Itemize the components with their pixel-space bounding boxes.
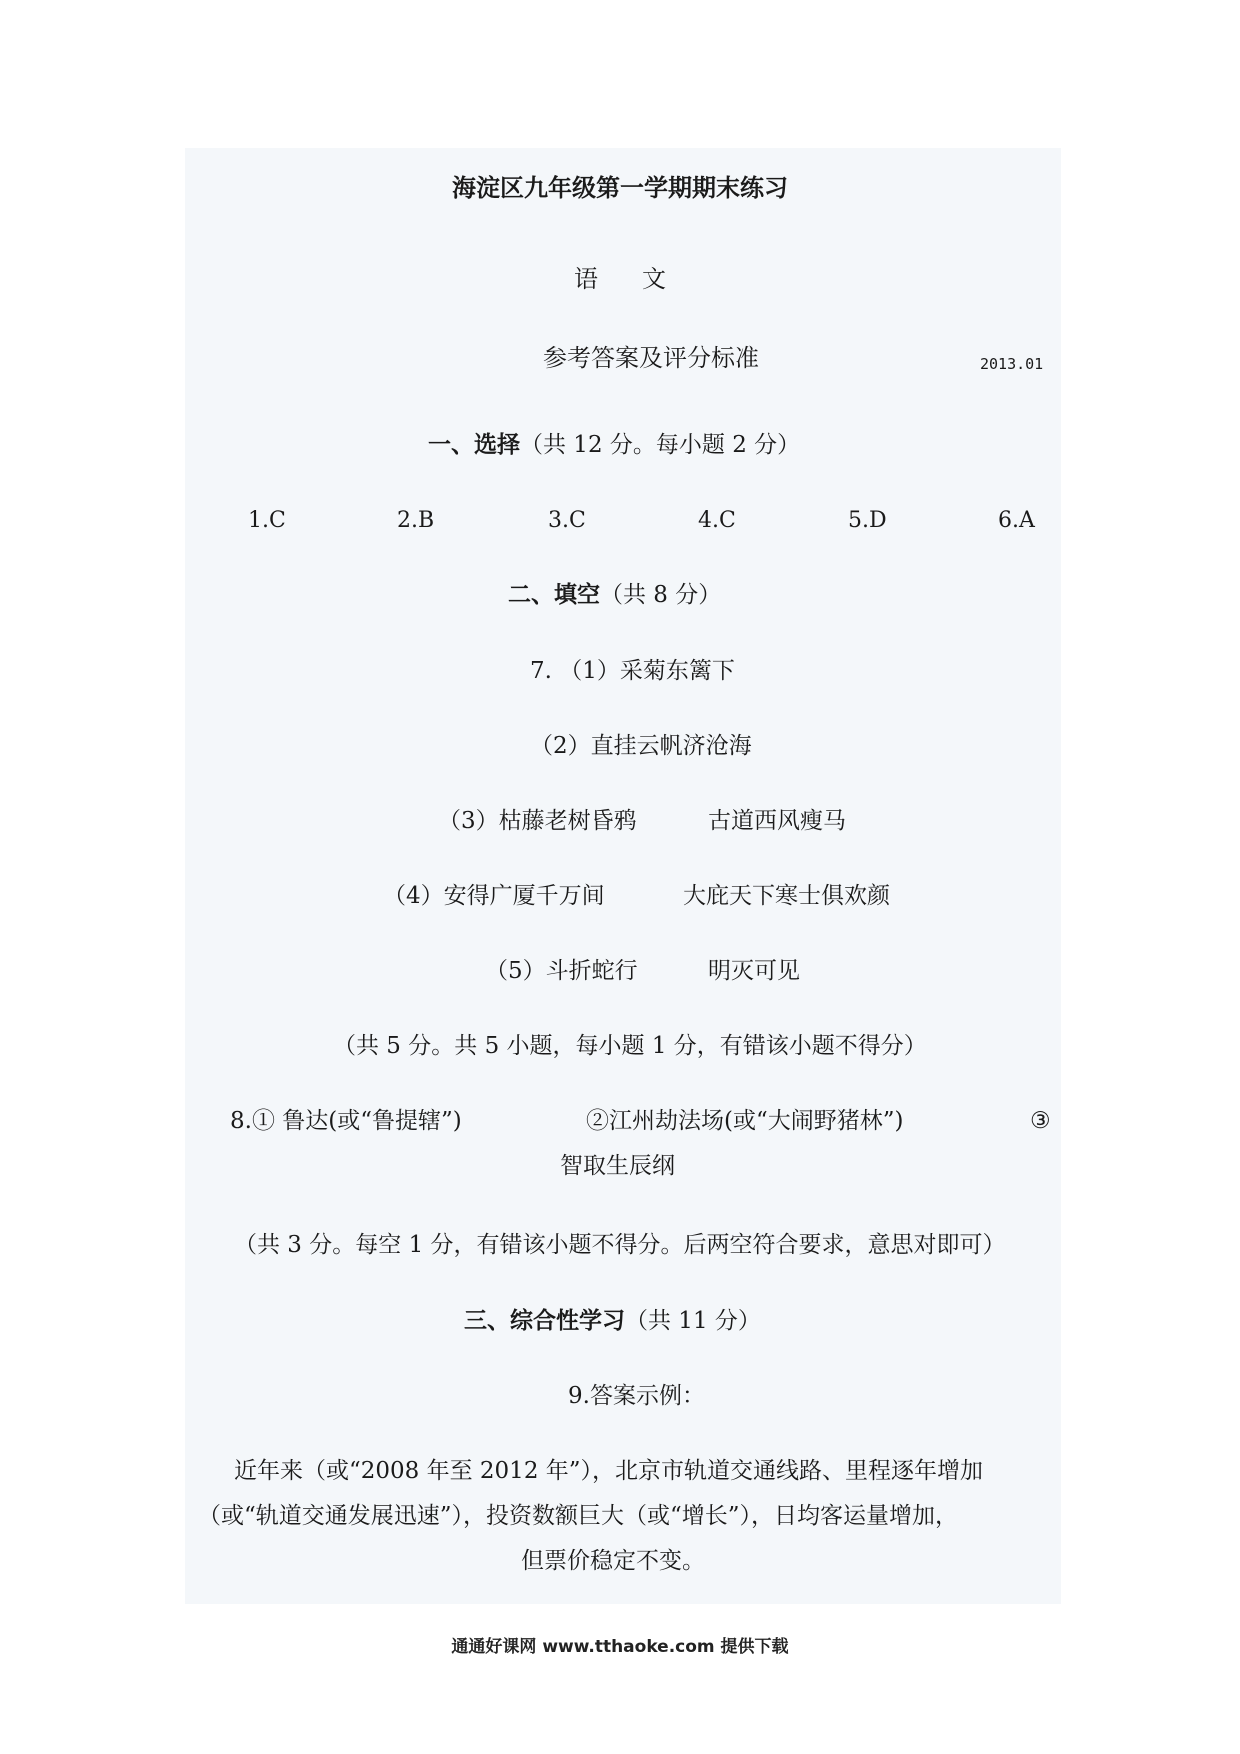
mc-answer-4: 4.C — [698, 508, 736, 533]
mc-answer-5: 5.D — [848, 508, 887, 533]
q7-score-note: （共 5 分。共 5 小题，每小题 1 分，有错该小题不得分） — [333, 1033, 927, 1059]
q9-answer-line-3: 但票价稳定不变。 — [521, 1548, 705, 1574]
q8-answer-3-mark: ③ — [1030, 1108, 1051, 1134]
section1-heading — [428, 430, 800, 460]
mc-answer-6: 6.A — [998, 508, 1035, 533]
mc-answer-1: 1.C — [248, 508, 286, 533]
section1-note: （共 12 分。每小题 2 分） — [520, 432, 801, 458]
footer-credit: 通通好课网 www.tthaoke.com 提供下载 — [451, 1637, 789, 1657]
q9-label: 9.答案示例： — [568, 1383, 705, 1409]
section2-heading-text: 二、填空 — [508, 582, 600, 608]
document-title: 海淀区九年级第一学期期末练习 — [452, 174, 788, 202]
doc-name: 参考答案及评分标准 — [543, 344, 759, 372]
q7-item-3a: （3）枯藤老树昏鸦 — [438, 808, 637, 834]
q7-item-4b: 大庇天下寒士俱欢颜 — [683, 883, 890, 909]
q7-item-5a: （5）斗折蛇行 — [485, 958, 638, 984]
section2-note: （共 8 分） — [600, 582, 722, 608]
section2-heading — [508, 580, 721, 610]
q9-answer-line-1: 近年来（或“2008 年至 2012 年”），北京市轨道交通线路、里程逐年增加 — [234, 1458, 984, 1484]
doc-date: 2013.01 — [980, 355, 1044, 373]
q8-answer-2: ②江州劫法场(或“大闹野猪林”) — [586, 1108, 904, 1134]
section3-note: （共 11 分） — [625, 1308, 761, 1334]
subject-char-1: 语 — [574, 265, 598, 293]
q7-item-2: （2）直挂云帆济沧海 — [530, 733, 752, 759]
section3-heading-text: 三、综合性学习 — [464, 1308, 625, 1334]
mc-answer-2: 2.B — [397, 508, 435, 533]
q8-answer-3: 智取生辰纲 — [560, 1153, 675, 1179]
q7-item-3b: 古道西风瘦马 — [708, 808, 846, 834]
subject-char-2: 文 — [642, 265, 666, 293]
section1-heading-text: 一、选择 — [428, 432, 520, 458]
section3-heading — [464, 1306, 761, 1336]
q8-answer-1: 8.① 鲁达(或“鲁提辖”) — [230, 1108, 462, 1134]
mc-answer-3: 3.C — [548, 508, 586, 533]
q9-answer-line-2: （或“轨道交通发展迅速”），投资数额巨大（或“增长”），日均客运量增加， — [198, 1503, 959, 1529]
q8-score-note: （共 3 分。每空 1 分，有错该小题不得分。后两空符合要求，意思对即可） — [234, 1232, 1006, 1258]
q7-item-1: 7. （1）采菊东篱下 — [530, 658, 735, 684]
q7-item-4a: （4）安得广厦千万间 — [383, 883, 605, 909]
q7-item-5b: 明灭可见 — [708, 958, 800, 984]
subject-title — [0, 259, 1240, 294]
